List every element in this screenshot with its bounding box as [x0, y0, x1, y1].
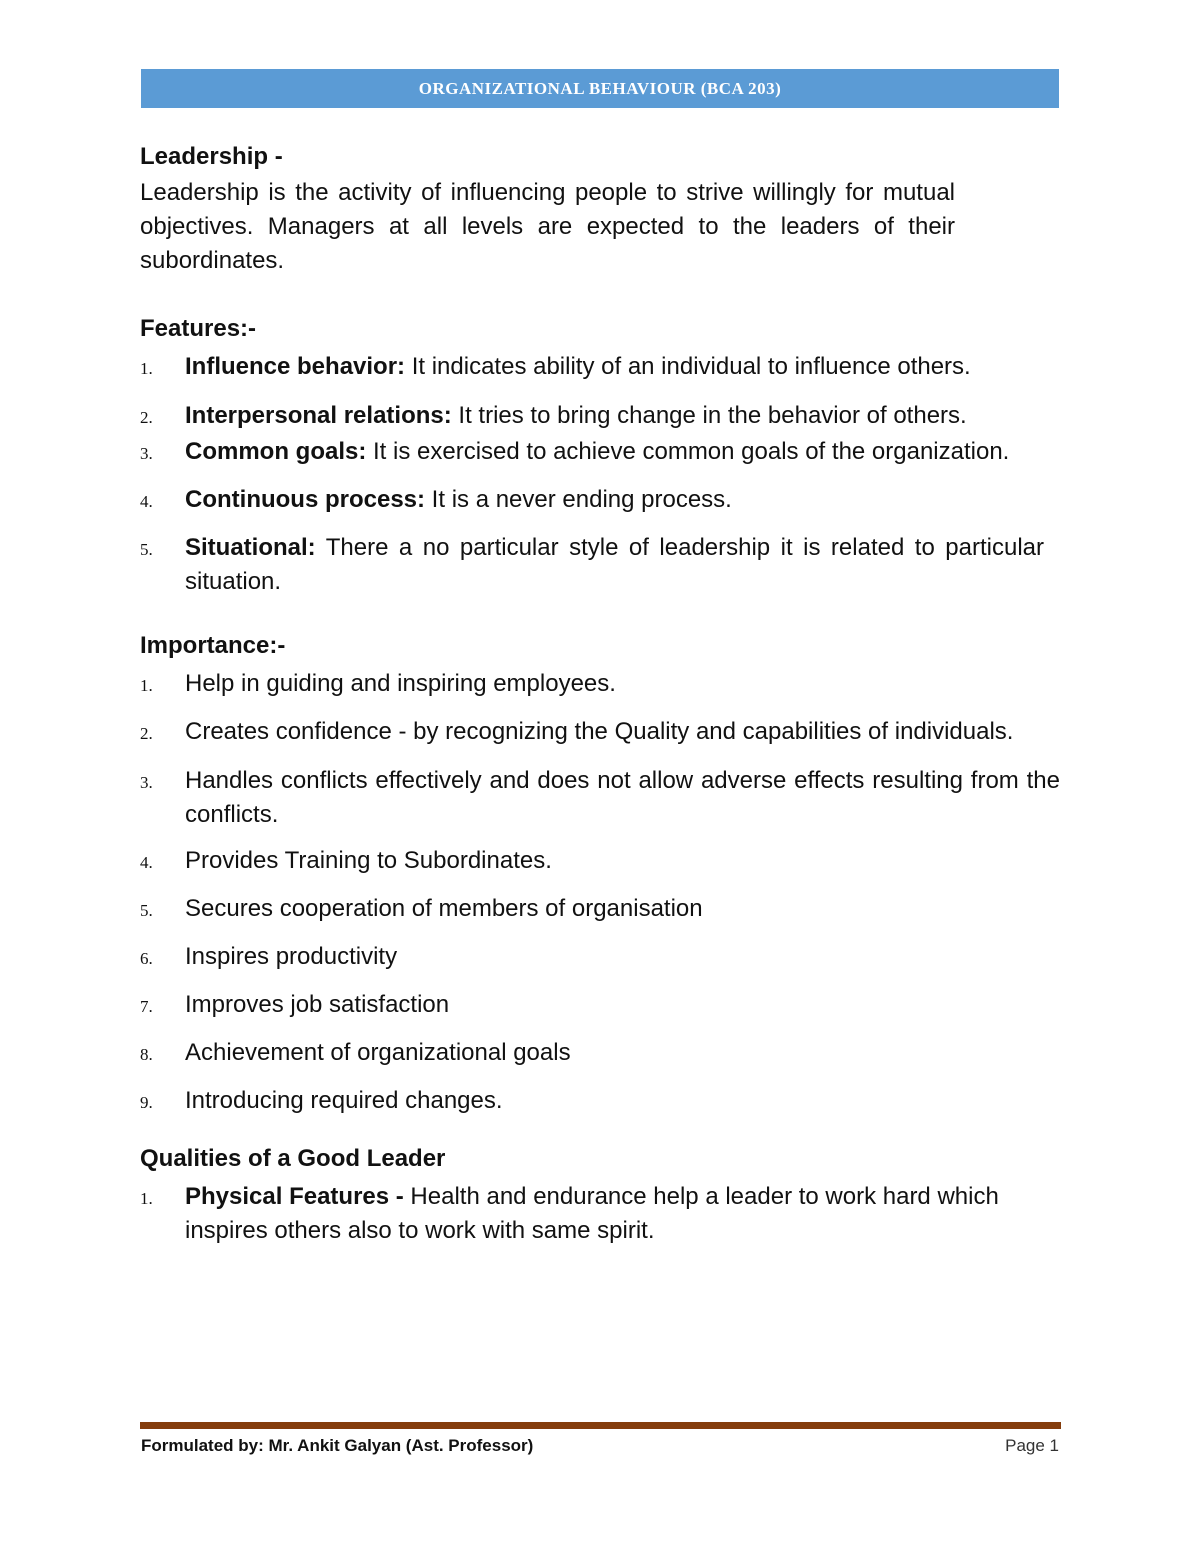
list-number: 8.: [140, 1045, 153, 1064]
feature-term: Situational:: [185, 534, 316, 561]
feature-term: Common goals:: [185, 438, 367, 465]
list-number: 1.: [140, 676, 153, 695]
importance-list: [140, 667, 1060, 1120]
list-number: 1.: [140, 1189, 153, 1208]
importance-text: Secures cooperation of members of organisation: [185, 895, 703, 922]
qualities-list: [140, 1180, 1020, 1248]
features-list: [140, 350, 1044, 599]
list-item: [140, 1036, 1060, 1072]
importance-text: Achievement of organizational goals: [185, 1039, 571, 1066]
list-item: [140, 399, 1044, 435]
importance-text: Improves job satisfaction: [185, 991, 450, 1018]
importance-text: Help in guiding and inspiring employees.: [185, 670, 616, 697]
feature-term: Interpersonal relations:: [185, 402, 452, 429]
header-bar: [141, 69, 1059, 108]
importance-text: Introducing required changes.: [185, 1087, 503, 1114]
importance-text: Handles conflicts effectively and does not allow adverse effects resulting from the conflicts.: [185, 767, 1060, 828]
importance-text: Creates confidence - by recognizing the Quality and capabilities of individuals.: [185, 718, 1014, 745]
list-item: [140, 435, 1044, 471]
quality-term: Physical Features -: [185, 1183, 404, 1210]
feature-text: It is exercised to achieve common goals of the organization.: [366, 438, 1010, 465]
list-item: [140, 1180, 1020, 1248]
importance-text: Inspires productivity: [185, 943, 398, 970]
list-number: 5.: [140, 901, 153, 920]
list-number: 4.: [140, 492, 153, 511]
list-number: 2.: [140, 724, 153, 743]
list-item: [140, 715, 1060, 751]
footer-author: Formulated by: Mr. Ankit Galyan (Ast. Professor): [141, 1436, 534, 1455]
footer-rule: [140, 1422, 1061, 1429]
importance-heading: Importance:-: [140, 632, 286, 659]
list-item: [140, 844, 1060, 880]
list-item: [140, 764, 1060, 832]
page-content: [140, 140, 1060, 1248]
feature-text: It is a never ending process.: [425, 486, 732, 513]
list-number: 5.: [140, 540, 153, 559]
features-heading: Features:-: [140, 315, 257, 342]
document-header-title: ORGANIZATIONAL BEHAVIOUR (BCA 203): [418, 78, 782, 98]
list-number: 1.: [140, 359, 153, 378]
list-item: [140, 1084, 1060, 1120]
list-item: [140, 483, 1044, 519]
list-item: [140, 531, 1044, 599]
list-item: [140, 892, 1060, 928]
list-number: 2.: [140, 408, 153, 427]
feature-text: It indicates ability of an individual to influence others.: [405, 353, 971, 380]
feature-term: Influence behavior:: [185, 353, 406, 380]
feature-term: Continuous process:: [185, 486, 426, 513]
importance-text: Provides Training to Subordinates.: [185, 847, 552, 874]
feature-text: It tries to bring change in the behavior of others.: [451, 402, 967, 429]
list-item: [140, 350, 1044, 386]
list-item: [140, 667, 1060, 703]
leadership-definition: Leadership is the activity of influencing people to strive willingly for mutual objectives. Managers at all levels are expected to the leaders of their subordinates.: [140, 179, 955, 274]
list-number: 6.: [140, 949, 153, 968]
quality-text: Health and endurance help a leader to work hard which inspires others also to work with same spirit.: [185, 1183, 999, 1244]
qualities-heading: Qualities of a Good Leader: [140, 1145, 446, 1172]
list-item: [140, 940, 1060, 976]
list-number: 3.: [140, 444, 153, 463]
list-item: [140, 988, 1060, 1024]
list-number: 7.: [140, 997, 153, 1016]
list-number: 4.: [140, 853, 153, 872]
page-number: Page 1: [1005, 1436, 1059, 1455]
list-number: 3.: [140, 773, 153, 792]
feature-text: There a no particular style of leadership it is related to particular situation.: [185, 534, 1044, 595]
leadership-heading: Leadership -: [140, 143, 283, 170]
list-number: 9.: [140, 1093, 153, 1112]
